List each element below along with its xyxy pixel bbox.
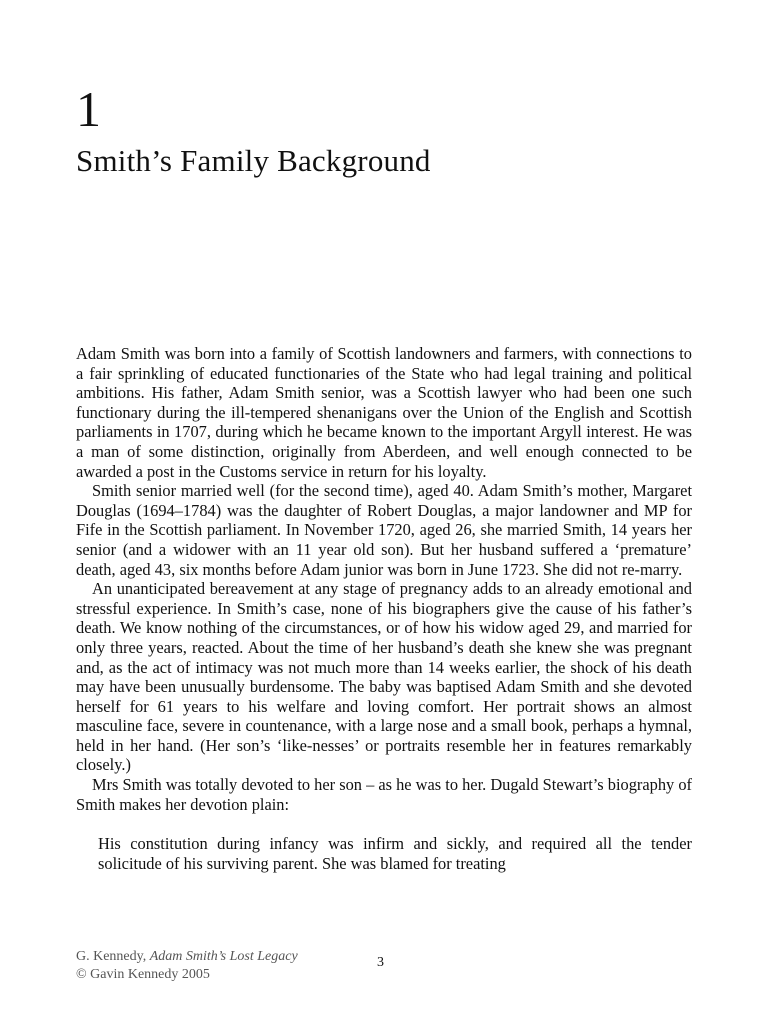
chapter-number: 1 [76,81,101,137]
blockquote: His constitution during infancy was infirm and sickly, and required all the tender solicitude of his surviving parent. She was blamed for treating [98,834,692,873]
footer-book-title: Adam Smith’s Lost Legacy [149,949,298,964]
page-number: 3 [377,955,384,970]
body-text [76,344,692,873]
paragraph: Smith senior married well (for the second time), aged 40. Adam Smith’s mother, Margaret Douglas (1694–1784) was the daughter of Robert Douglas, a major landowner and MP for Fife in the Scottish parliament. In November 1720, aged 26, she married Smith, 14 years her senior (and a widower with an 11 year old son). But her husband suffered a ‘premature’ death, aged 43, six months before Adam junior was born in June 1723. She did not re-marry. [76,481,692,579]
paragraph: Adam Smith was born into a family of Scottish landowners and farmers, with connections to a fair sprinkling of educated functionaries of the State who had legal training and political ambitions. His father, Adam Smith senior, was a Scottish lawyer who had been one such functionary during the ill-tempered shenanigans over the Union of the English and Scottish parliaments in 1707, during which he became known to the important Argyll interest. He was a man of some distinction, originally from Aberdeen, and well enough connected to be awarded a post in the Customs service in return for his loyalty. [76,344,692,481]
footer-copyright: © Gavin Kennedy 2005 [76,967,210,982]
paragraph: Mrs Smith was totally devoted to her son – as he was to her. Dugald Stewart’s biography of Smith makes her devotion plain: [76,775,692,814]
paragraph: An unanticipated bereavement at any stage of pregnancy adds to an already emotional and stressful experience. In Smith’s case, none of his biographers give the cause of his father’s death. We know nothing of the circumstances, or of how his widow aged 29, and married for only three years, reacted. About the time of her husband’s death she knew she was pregnant and, as the act of intimacy was not much more than 14 weeks earlier, the shock of his death may have been unusually burdensome. The baby was baptised Adam Smith and she devoted herself for 61 years to his welfare and loving comfort. Her portrait shows an almost masculine face, severe in countenance, with a large nose and a small book, perhaps a hymnal, held in her hand. (Her son’s ‘like-nesses’ or portraits resemble her in features remarkably closely.) [76,579,692,775]
chapter-title: Smith’s Family Background [76,143,431,178]
footer-citation [76,948,298,966]
footer-author: G. Kennedy, [76,949,147,964]
footer-credit [76,948,298,984]
